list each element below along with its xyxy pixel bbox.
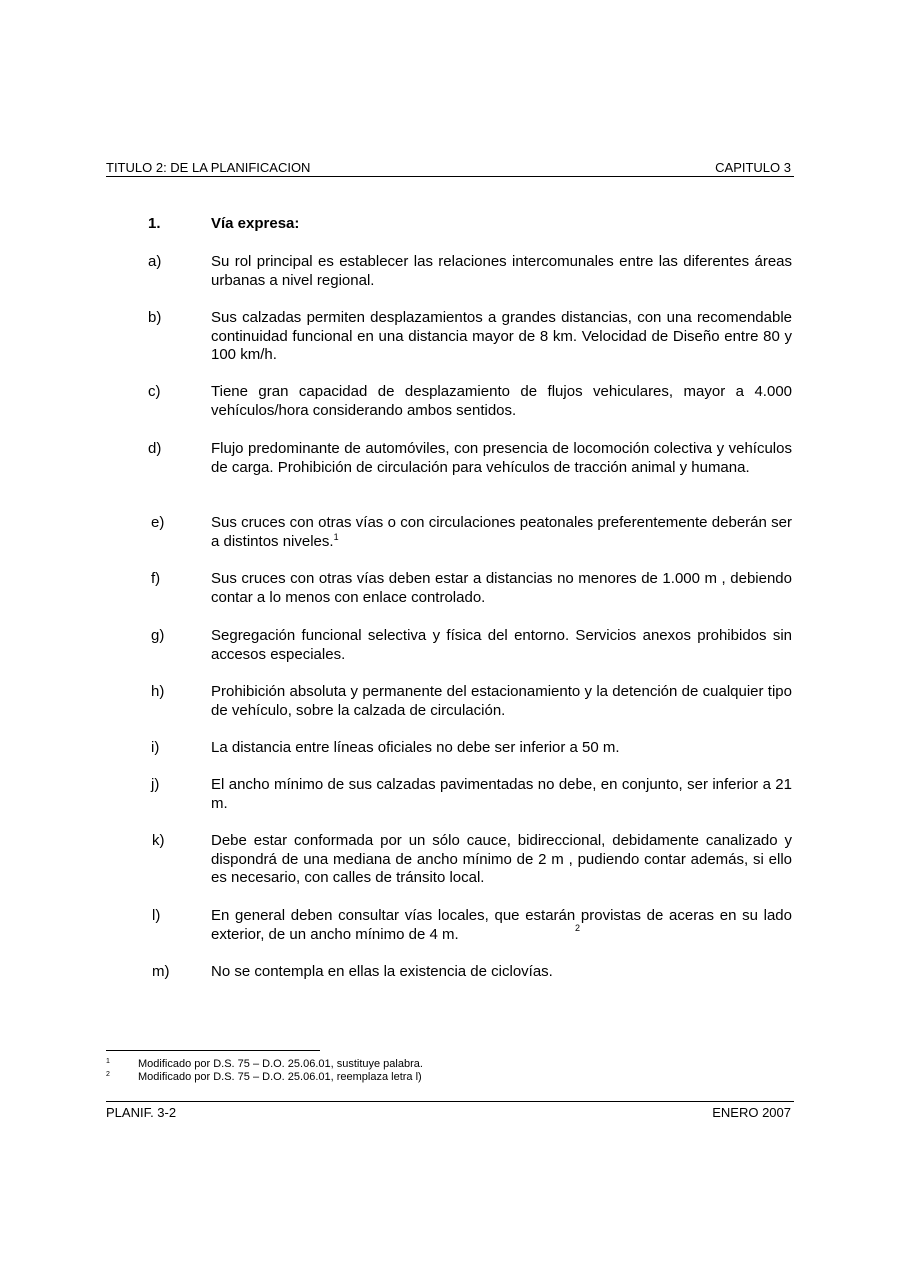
list-item-h — [148, 683, 792, 720]
item-text: La distancia entre líneas oficiales no debe ser inferior a 50 m. — [211, 739, 620, 756]
list-item-d — [148, 440, 792, 477]
item-text: Debe estar conformada por un sólo cauce, bidireccional, debidamente canalizado y dispondrá de una mediana de ancho mínimo de 2 m , pudiendo contar además, si ello es necesario, con calles de tránsito local. — [211, 832, 792, 886]
item-text — [211, 514, 792, 551]
item-label: f) — [151, 570, 161, 587]
list-item-a — [148, 253, 792, 290]
footnote-text: Modificado por D.S. 75 – D.O. 25.06.01, reemplaza letra l) — [138, 1071, 422, 1083]
footnote-2 — [106, 1071, 423, 1084]
item-text: Prohibición absoluta y permanente del estacionamiento y la detención de cualquier tipo de vehículo, sobre la calzada de circulación. — [211, 683, 792, 719]
footnotes — [106, 1058, 423, 1084]
footnote-divider — [106, 1050, 320, 1051]
item-text: Tiene gran capacidad de desplazamiento de flujos vehiculares, mayor a 4.000 vehículos/hora considerando ambos sentidos. — [211, 383, 792, 419]
list-item-c — [148, 383, 792, 420]
page-header — [106, 160, 794, 177]
footnote-1 — [106, 1058, 423, 1071]
item-label: j) — [151, 776, 160, 793]
item-label: b) — [148, 309, 162, 326]
list-item-i — [148, 739, 792, 758]
item-label: m) — [152, 963, 170, 980]
page-footer — [106, 1101, 794, 1120]
page-number: PLANIF. 3-2 — [106, 1105, 177, 1120]
item-text-body: Sus cruces con otras vías o con circulaciones peatonales preferentemente deberán ser a distintos niveles. — [211, 514, 792, 550]
footnote-number: 2 — [106, 1071, 110, 1078]
footnote-text: Modificado por D.S. 75 – D.O. 25.06.01, sustituye palabra. — [138, 1058, 423, 1070]
item-text: Sus calzadas permiten desplazamientos a grandes distancias, con una recomendable continuidad funcional en una distancia mayor de 8 km. Velocidad de Diseño entre 80 y 100 km/h. — [211, 309, 792, 363]
footer-date: ENERO 2007 — [712, 1105, 791, 1120]
item-label: k) — [152, 832, 165, 849]
section-title-text: Vía expresa: — [211, 215, 300, 232]
item-label: g) — [151, 627, 165, 644]
item-text: No se contempla en ellas la existencia de ciclovías. — [211, 963, 553, 980]
list-item-k — [148, 832, 792, 888]
item-label: a) — [148, 253, 162, 270]
item-text: Sus cruces con otras vías deben estar a distancias no menores de 1.000 m , debiendo contar a lo menos con enlace controlado. — [211, 570, 792, 606]
item-label: d) — [148, 440, 162, 457]
list-item-j — [148, 776, 792, 813]
item-label: i) — [151, 739, 160, 756]
item-text: Segregación funcional selectiva y física del entorno. Servicios anexos prohibidos sin accesos especiales. — [211, 627, 792, 663]
list-item-m — [148, 963, 792, 982]
item-text: El ancho mínimo de sus calzadas pavimentadas no debe, en conjunto, ser inferior a 21 m. — [211, 776, 792, 812]
list-item-l — [148, 907, 792, 944]
item-text: En general deben consultar vías locales, que estarán provistas de aceras en su lado exterior, de un ancho mínimo de 4 m. — [211, 907, 792, 943]
footnote-ref-2: 2 — [575, 923, 581, 933]
list-item-g — [148, 627, 792, 664]
item-label: h) — [151, 683, 165, 700]
header-chapter: CAPITULO 3 — [715, 160, 791, 175]
item-label: c) — [148, 383, 161, 400]
section-number: 1. — [148, 215, 161, 232]
footnote-ref-1: 1 — [333, 531, 339, 542]
footnote-number: 1 — [106, 1058, 110, 1065]
list-item-f — [148, 570, 792, 607]
item-text: Flujo predominante de automóviles, con presencia de locomoción colectiva y vehículos de carga. Prohibición de circulación para vehículos de tracción animal y humana. — [211, 440, 792, 476]
header-title: TITULO 2: DE LA PLANIFICACION — [106, 160, 311, 175]
item-label: l) — [152, 907, 161, 924]
list-item-e — [148, 514, 792, 551]
item-text: Su rol principal es establecer las relaciones intercomunales entre las diferentes áreas urbanas a nivel regional. — [211, 253, 792, 289]
item-label: e) — [151, 514, 165, 531]
list-item-b — [148, 309, 792, 365]
